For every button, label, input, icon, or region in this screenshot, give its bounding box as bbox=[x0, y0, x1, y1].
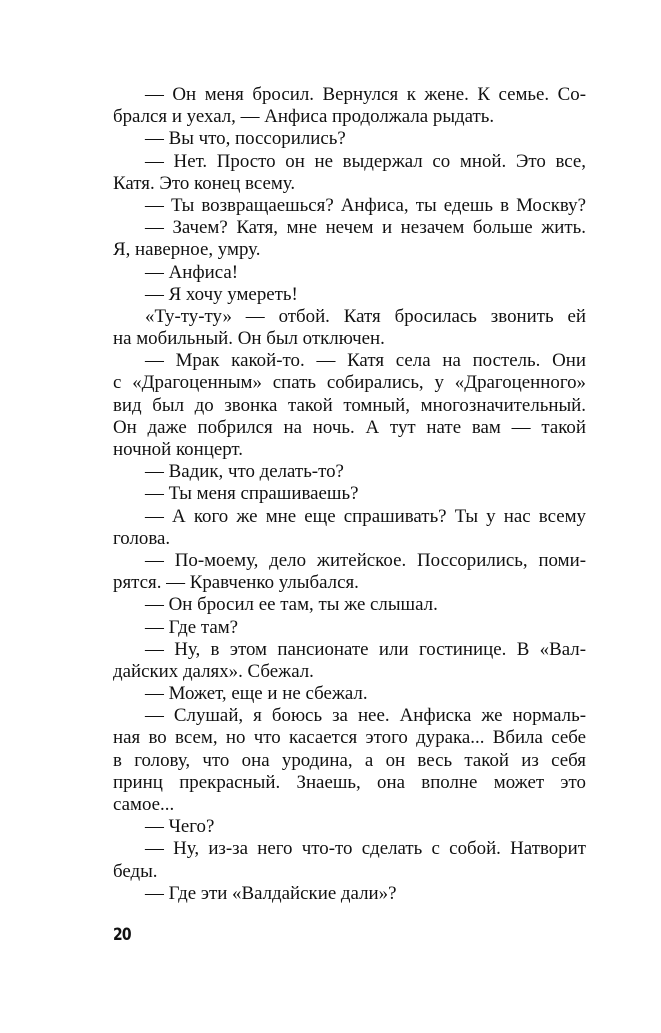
text-line: — А кого же мне еще спрашивать? Ты у нас всему bbox=[145, 505, 586, 527]
text-line: — Слушай, я боюсь за нее. Анфиска же нормаль- bbox=[145, 705, 586, 727]
text-line: — Где там? bbox=[145, 616, 239, 638]
text-line: — Чего? bbox=[145, 816, 215, 838]
body-text bbox=[113, 84, 586, 905]
text-line: принц прекрасный. Знаешь, она вполне может это bbox=[113, 771, 586, 793]
text-line: — Ну, в этом пансионате или гостинице. В «Вал- bbox=[145, 638, 586, 660]
text-line: — Мрак какой-то. — Катя села на постель. Они bbox=[145, 350, 586, 372]
text-line: брался и уехал, — Анфиса продолжала рыдать. bbox=[113, 106, 495, 128]
text-line: — По-моему, дело житейское. Поссорились, поми- bbox=[145, 549, 586, 571]
text-line: — Зачем? Катя, мне нечем и незачем больше жить. bbox=[145, 217, 586, 239]
text-line: — Ну, из-за него что-то сделать с собой. Натворит bbox=[145, 838, 586, 860]
text-line: Он даже побрился на ночь. А тут нате вам — такой bbox=[113, 416, 586, 438]
text-line: Катя. Это конец всему. bbox=[113, 172, 296, 194]
text-line: беды. bbox=[113, 860, 158, 882]
text-line: на мобильный. Он был отключен. bbox=[113, 328, 385, 350]
text-line: — Анфиса! bbox=[145, 261, 239, 283]
text-line: в голову, что она уродина, а он весь такой из себя bbox=[113, 749, 586, 771]
text-line: — Он бросил ее там, ты же слышал. bbox=[145, 594, 438, 616]
page-number: 20 bbox=[113, 925, 131, 945]
text-line: — Нет. Просто он не выдержал со мной. Это все, bbox=[145, 150, 586, 172]
text-line: — Я хочу умереть! bbox=[145, 283, 298, 305]
text-line: «Ту-ту-ту» — отбой. Катя бросилась звонить ей bbox=[145, 305, 586, 327]
text-line: с «Драгоценным» спать собирались, у «Драгоценного» bbox=[113, 372, 586, 394]
text-line: самое... bbox=[113, 794, 175, 815]
text-line: — Где эти «Валдайские дали»? bbox=[145, 882, 397, 904]
text-line: — Может, еще и не сбежал. bbox=[145, 683, 368, 705]
text-line: вид был до звонка такой томный, многозначительный. bbox=[113, 394, 586, 416]
text-line: — Он меня бросил. Вернулся к жене. К семье. Со- bbox=[145, 84, 586, 105]
text-line: — Ты меня спрашиваешь? bbox=[145, 483, 359, 505]
text-line: ная во всем, но что касается этого дурака... Вбила себе bbox=[113, 727, 586, 749]
text-line: — Вы что, поссорились? bbox=[145, 128, 346, 150]
text-line: рятся. — Кравченко улыбался. bbox=[113, 572, 359, 594]
text-line: дайских далях». Сбежал. bbox=[113, 660, 314, 682]
text-line: Я, наверное, умру. bbox=[113, 239, 261, 261]
text-line: — Вадик, что делать-то? bbox=[145, 461, 344, 483]
text-line: ночной концерт. bbox=[113, 439, 243, 460]
text-line: — Ты возвращаешься? Анфиса, ты едешь в Москву? bbox=[145, 194, 586, 216]
text-line: голова. bbox=[113, 527, 171, 549]
